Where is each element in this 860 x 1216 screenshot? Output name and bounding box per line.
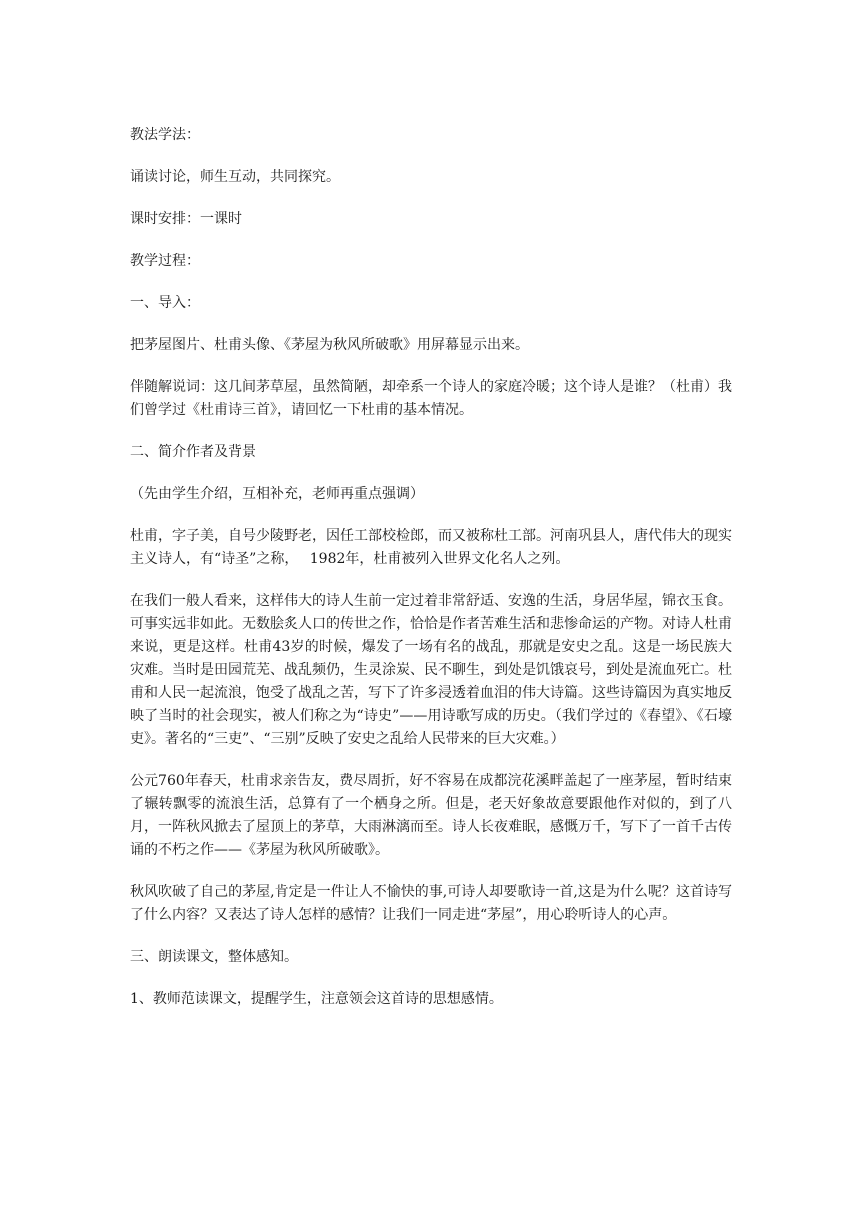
section-heading-reading: 三、朗读课文，整体感知。 <box>130 949 298 965</box>
paragraph-class-schedule: 课时安排：一课时 <box>130 211 242 227</box>
paragraph-narration: 伴随解说词：这几间茅草屋，虽然简陋，却牵系一个诗人的家庭冷暖；这个诗人是谁？（杜甫）我们曾学过《杜甫诗三首》，请回忆一下杜甫的基本情况。 <box>130 379 732 418</box>
section-heading-author-background: 二、简介作者及背景 <box>130 444 256 460</box>
section-heading-introduction: 一、导入： <box>130 295 200 311</box>
heading-teaching-process: 教学过程： <box>130 253 200 269</box>
paragraph-author-intro: 杜甫，字子美，自号少陵野老，因任工部校检郎，而又被称杜工部。河南巩县人，唐代伟大的现实主义诗人，有“诗圣”之称， 1982年，杜甫被列入世界文化名人之列。 <box>130 528 732 567</box>
document-body <box>130 124 732 1030</box>
paragraph-historical-context: 在我们一般人看来，这样伟大的诗人生前一定过着非常舒适、安逸的生活，身居华屋，锦衣玉食。可事实远非如此。无数脍炙人口的传世之作，恰恰是作者苦难生活和悲惨命运的产物。对诗人杜甫来说，更是这样。杜甫43岁的时候，爆发了一场有名的战乱，那就是安史之乱。这是一场民族大灾难。当时是田园荒芜、战乱频仍，生灵涂炭、民不聊生，到处是饥饿哀号，到处是流血死亡。杜甫和人民一起流浪，饱受了战乱之苦，写下了许多浸透着血泪的伟大诗篇。这些诗篇因为真实地反映了当时的社会现实，被人们称之为“诗史”——用诗歌写成的历史。（我们学过的《春望》、《石壕吏》。著名的“三吏”、“三别”反映了安史之乱给人民带来的巨大灾难。） <box>130 593 732 747</box>
paragraph-thatched-cottage: 公元760年春天，杜甫求亲告友，费尽周折，好不容易在成都浣花溪畔盖起了一座茅屋，暂时结束了辗转飘零的流浪生活，总算有了一个栖身之所。但是，老天好象故意要跟他作对似的，到了八月，一阵秋风掀去了屋顶上的茅草，大雨淋漓而至。诗人长夜难眠，感慨万千，写下了一首千古传诵的不朽之作——《茅屋为秋风所破歌》。 <box>130 773 732 858</box>
paragraph-guiding-questions: 秋风吹破了自己的茅屋,肯定是一件让人不愉快的事,可诗人却要歌诗一首,这是为什么呢？这首诗写了什么内容？又表达了诗人怎样的感情？让我们一同走进“茅屋”，用心聆听诗人的心声。 <box>130 884 732 923</box>
paragraph-model-reading: 1、教师范读课文，提醒学生，注意领会这首诗的思想感情。 <box>130 991 503 1007</box>
heading-teaching-method: 教法学法： <box>130 127 200 143</box>
paragraph-screen-display: 把茅屋图片、杜甫头像、《茅屋为秋风所破歌》用屏幕显示出来。 <box>130 337 529 353</box>
paragraph-note: （先由学生介绍，互相补充，老师再重点强调） <box>130 486 424 502</box>
paragraph-teaching-method: 诵读讨论，师生互动，共同探究。 <box>130 169 340 185</box>
